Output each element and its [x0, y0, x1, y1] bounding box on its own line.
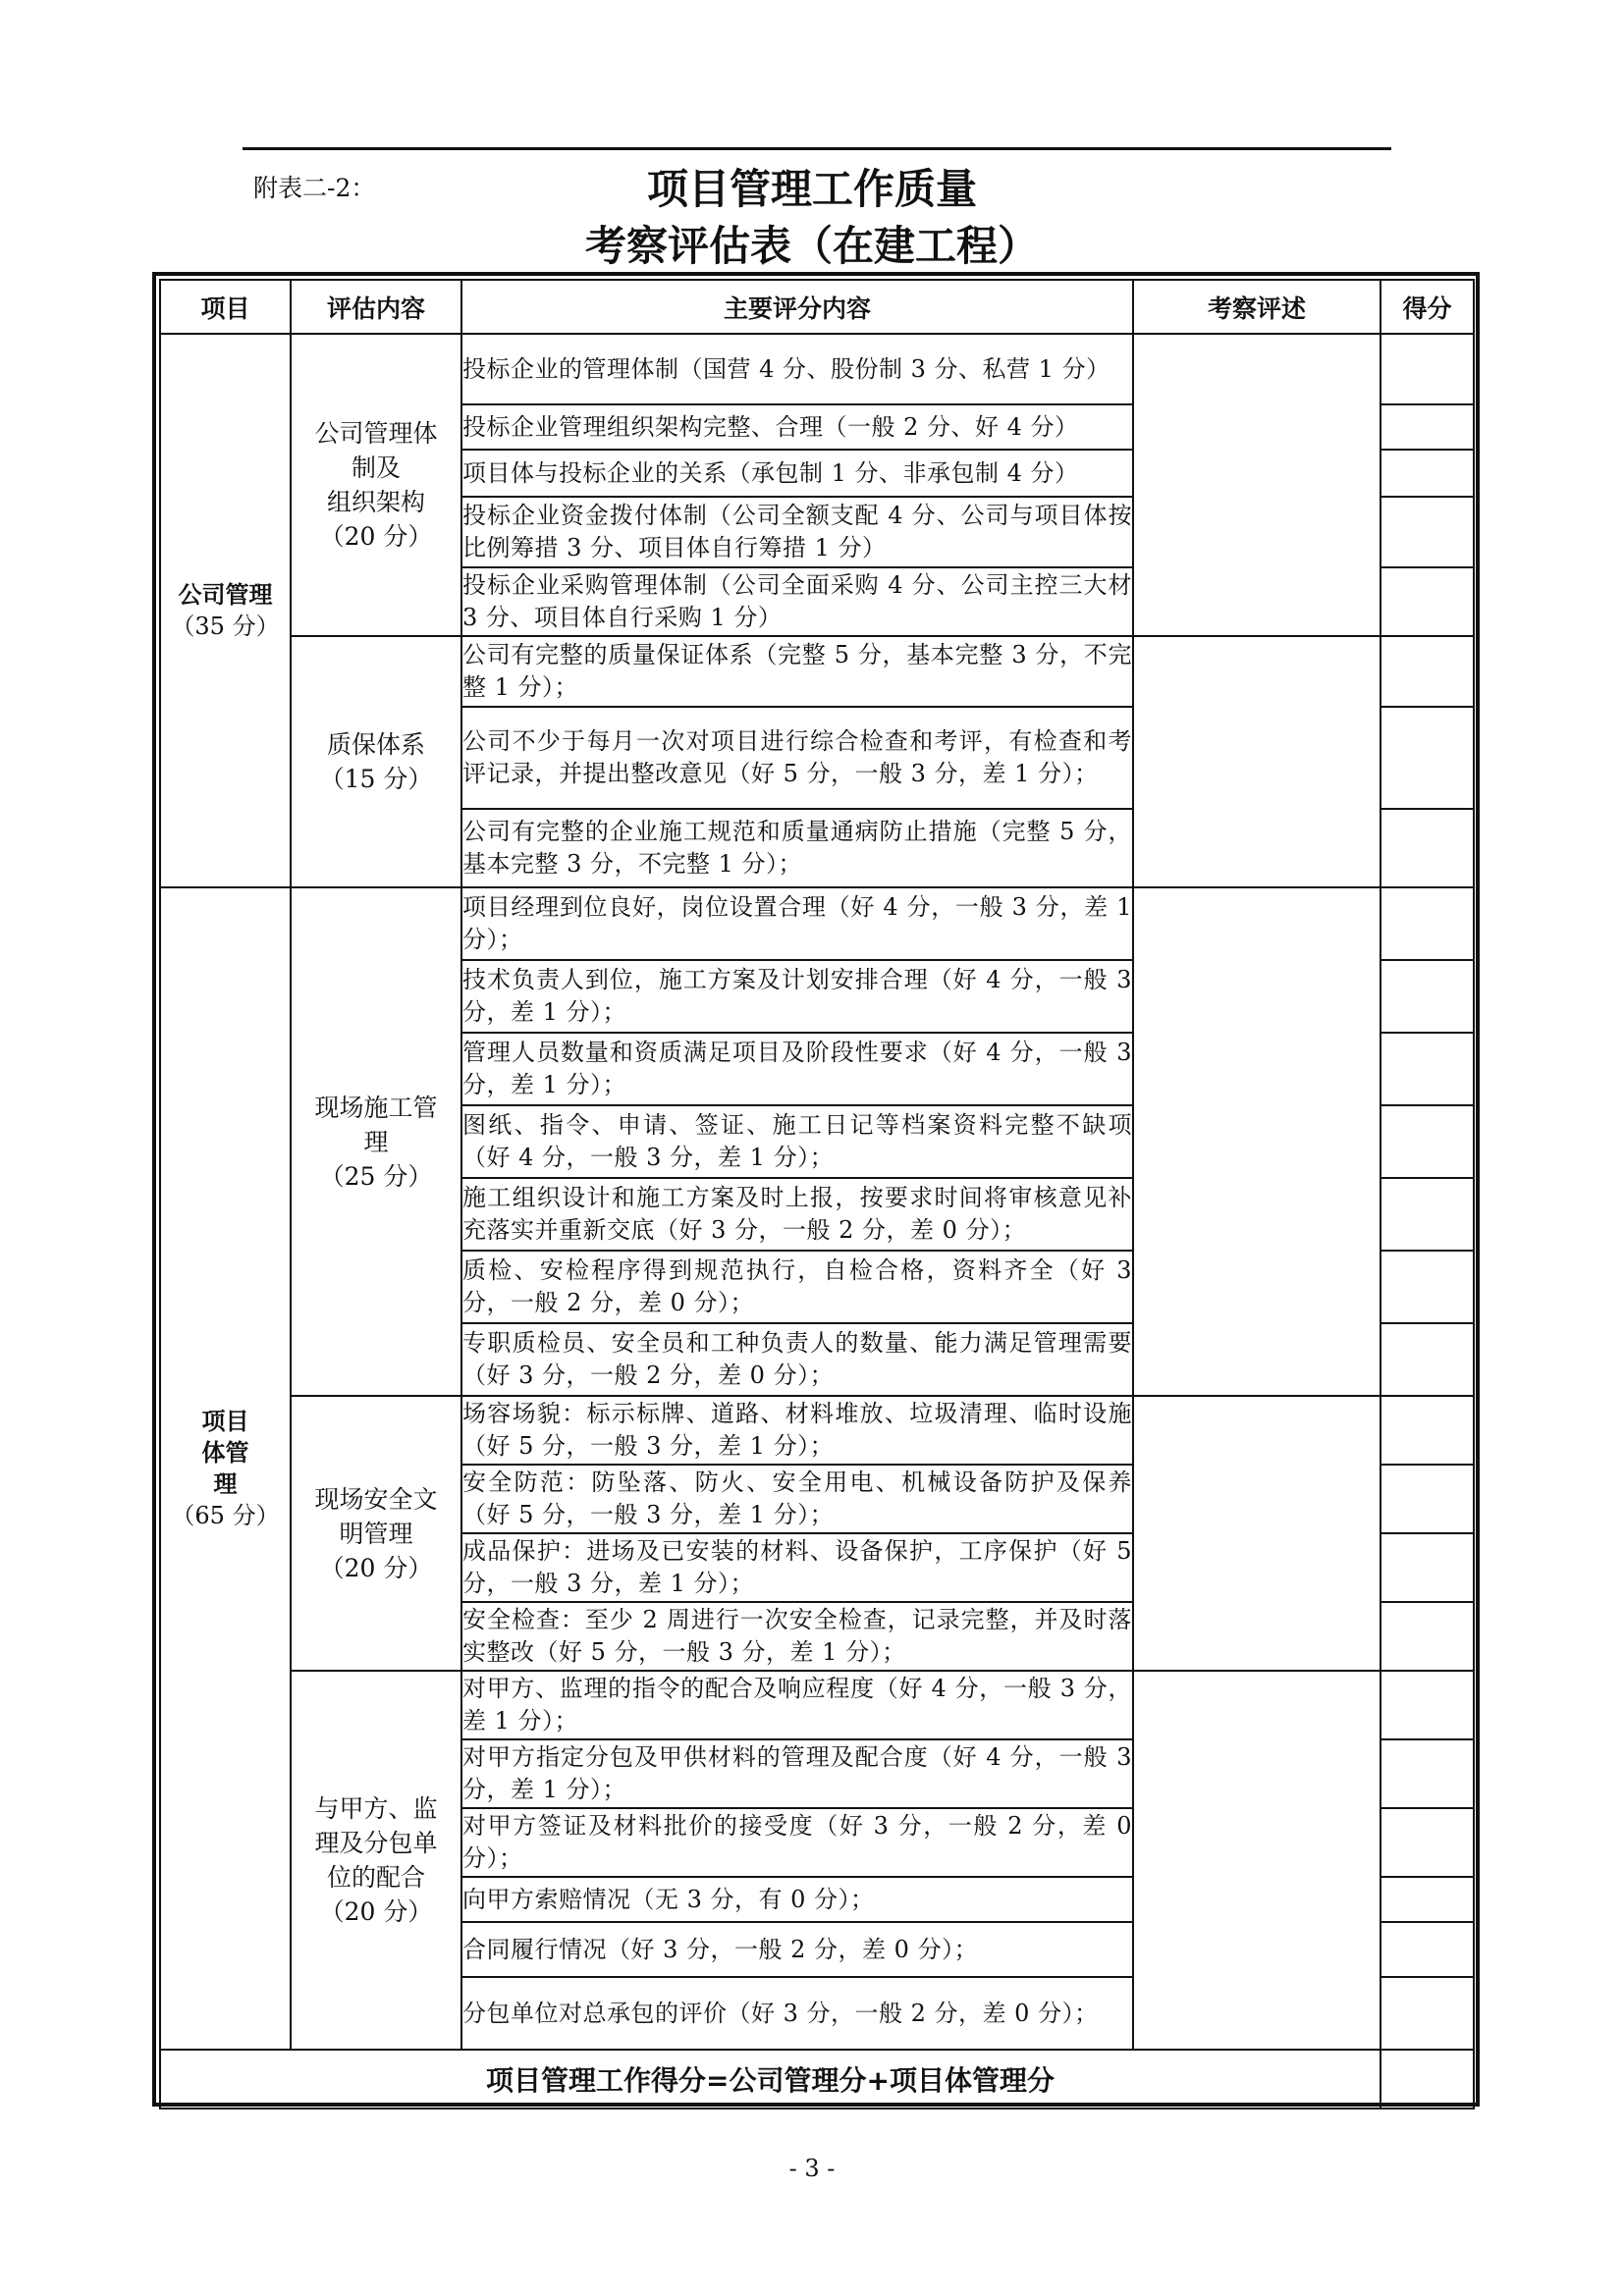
page-title-line1: 项目管理工作质量	[646, 165, 977, 213]
score-cell[interactable]	[1380, 1533, 1474, 1602]
appendix-label: 附表二-2：	[253, 174, 376, 202]
table-row	[160, 334, 1474, 404]
score-cell[interactable]	[1380, 1739, 1474, 1808]
assessment-name-line: 现场施工管	[314, 1093, 438, 1122]
assessment-score: （20 分）	[319, 522, 433, 551]
criteria-cell: 对甲方签证及材料批价的接受度（好 3 分，一般 2 分，差 0 分）；	[461, 1808, 1133, 1877]
criteria-cell: 成品保护：进场及已安装的材料、设备保护，工序保护（好 5 分，一般 3 分，差 1 分）；	[461, 1533, 1133, 1602]
assessment-name-line: 理	[363, 1127, 389, 1156]
assessment-name-line: 理及分包单	[314, 1829, 438, 1857]
criteria-cell: 图纸、指令、申请、签证、施工日记等档案资料完整不缺项（好 4 分，一般 3 分，差 1 分）；	[461, 1105, 1133, 1178]
score-cell[interactable]	[1380, 1396, 1474, 1465]
review-cell[interactable]	[1133, 334, 1380, 636]
review-cell[interactable]	[1133, 887, 1380, 1396]
assessment-name-line: 公司管理体	[314, 419, 438, 448]
assessment-cell	[291, 1396, 461, 1671]
project-score: （35 分）	[171, 613, 280, 640]
criteria-cell: 投标企业资金拨付体制（公司全额支配 4 分、公司与项目体按比例筹措 3 分、项目体自行筹措 1 分）	[461, 497, 1133, 567]
score-cell[interactable]	[1380, 636, 1474, 707]
score-cell[interactable]	[1380, 450, 1474, 497]
assessment-name-line: 现场安全文	[314, 1484, 438, 1514]
total-score-cell[interactable]	[1380, 2050, 1474, 2109]
criteria-cell: 投标企业的管理体制（国营 4 分、股份制 3 分、私营 1 分）	[461, 334, 1133, 404]
score-cell[interactable]	[1380, 1877, 1474, 1922]
column-header-score: 得分	[1380, 280, 1474, 334]
review-cell[interactable]	[1133, 1396, 1380, 1671]
assessment-name-line: 组织架构	[326, 488, 425, 516]
review-cell[interactable]	[1133, 636, 1380, 887]
evaluation-table	[159, 279, 1475, 2109]
assessment-name-line: 明管理	[339, 1519, 413, 1548]
assessment-name-line: 与甲方、监	[314, 1794, 438, 1823]
criteria-cell: 公司不少于每月一次对项目进行综合检查和考评，有检查和考评记录，并提出整改意见（好 5 分，一般 3 分，差 1 分）；	[461, 707, 1133, 809]
table-row	[160, 636, 1474, 707]
score-cell[interactable]	[1380, 1977, 1474, 2050]
criteria-cell: 投标企业采购管理体制（公司全面采购 4 分、公司主控三大材 3 分、项目体自行采购 1 分）	[461, 567, 1133, 636]
assessment-name-line: 质保体系	[326, 730, 425, 759]
score-cell[interactable]	[1380, 1465, 1474, 1533]
page-number: - 3 -	[788, 2155, 836, 2182]
score-cell[interactable]	[1380, 887, 1474, 960]
criteria-cell: 安全检查：至少 2 周进行一次安全检查，记录完整，并及时落实整改（好 5 分，一般 3 分，差 1 分）；	[461, 1602, 1133, 1671]
total-row	[160, 2050, 1474, 2109]
table-row	[160, 1396, 1474, 1465]
assessment-name-line: 制及	[351, 454, 401, 482]
criteria-cell: 对甲方指定分包及甲供材料的管理及配合度（好 4 分，一般 3 分，差 1 分）；	[461, 1739, 1133, 1808]
assessment-cell	[291, 1671, 461, 2050]
criteria-cell: 项目体与投标企业的关系（承包制 1 分、非承包制 4 分）	[461, 450, 1133, 497]
assessment-score: （20 分）	[319, 1553, 433, 1582]
assessment-cell	[291, 334, 461, 636]
score-cell[interactable]	[1380, 334, 1474, 404]
criteria-cell: 质检、安检程序得到规范执行，自检合格，资料齐全（好 3 分，一般 2 分，差 0 分）；	[461, 1251, 1133, 1323]
score-cell[interactable]	[1380, 707, 1474, 809]
criteria-cell: 专职质检员、安全员和工种负责人的数量、能力满足管理需要（好 3 分，一般 2 分，差 0 分）；	[461, 1323, 1133, 1396]
score-cell[interactable]	[1380, 1671, 1474, 1739]
score-cell[interactable]	[1380, 567, 1474, 636]
criteria-cell: 管理人员数量和资质满足项目及阶段性要求（好 4 分，一般 3 分，差 1 分）；	[461, 1033, 1133, 1105]
table-row	[160, 887, 1474, 960]
column-header-review: 考察评述	[1133, 280, 1380, 334]
assessment-cell	[291, 887, 461, 1396]
score-cell[interactable]	[1380, 404, 1474, 450]
criteria-cell: 对甲方、监理的指令的配合及响应程度（好 4 分，一般 3 分，差 1 分）；	[461, 1671, 1133, 1739]
project-name: 公司管理	[178, 581, 273, 609]
score-cell[interactable]	[1380, 1323, 1474, 1396]
project-cell	[160, 887, 291, 2050]
criteria-cell: 技术负责人到位，施工方案及计划安排合理（好 4 分，一般 3 分，差 1 分）；	[461, 960, 1133, 1033]
assessment-score: （15 分）	[319, 765, 433, 793]
review-cell[interactable]	[1133, 1671, 1380, 2050]
criteria-cell: 合同履行情况（好 3 分，一般 2 分，差 0 分）；	[461, 1922, 1133, 1977]
criteria-cell: 安全防范：防坠落、防火、安全用电、机械设备防护及保养（好 5 分，一般 3 分，差 1 分）；	[461, 1465, 1133, 1533]
table-row	[160, 1671, 1474, 1739]
score-cell[interactable]	[1380, 1105, 1474, 1178]
project-score: （65 分）	[171, 1502, 280, 1529]
criteria-cell: 分包单位对总承包的评价（好 3 分，一般 2 分，差 0 分）；	[461, 1977, 1133, 2050]
score-cell[interactable]	[1380, 1922, 1474, 1977]
assessment-name-line: 位的配合	[326, 1863, 425, 1892]
criteria-cell: 公司有完整的企业施工规范和质量通病防止措施（完整 5 分，基本完整 3 分，不完整 1 分）；	[461, 809, 1133, 887]
assessment-score: （25 分）	[319, 1161, 433, 1191]
assessment-cell	[291, 636, 461, 887]
score-cell[interactable]	[1380, 1178, 1474, 1251]
criteria-cell: 项目经理到位良好，岗位设置合理（好 4 分，一般 3 分，差 1 分）；	[461, 887, 1133, 960]
criteria-cell: 场容场貌：标示标牌、道路、材料堆放、垃圾清理、临时设施（好 5 分，一般 3 分，差 1 分）；	[461, 1396, 1133, 1465]
header-rule	[243, 147, 1391, 150]
project-name: 项目体管理	[201, 1408, 249, 1498]
project-cell	[160, 334, 291, 887]
criteria-cell: 施工组织设计和施工方案及时上报，按要求时间将审核意见补充落实并重新交底（好 3 分，一般 2 分，差 0 分）；	[461, 1178, 1133, 1251]
column-header-project: 项目	[160, 280, 291, 334]
score-cell[interactable]	[1380, 809, 1474, 887]
header-row	[160, 280, 1474, 334]
score-cell[interactable]	[1380, 497, 1474, 567]
criteria-cell: 投标企业管理组织架构完整、合理（一般 2 分、好 4 分）	[461, 404, 1133, 450]
score-cell[interactable]	[1380, 1033, 1474, 1105]
assessment-score: （20 分）	[319, 1897, 433, 1926]
column-header-criteria: 主要评分内容	[461, 280, 1133, 334]
total-formula: 项目管理工作得分=公司管理分+项目体管理分	[160, 2050, 1380, 2109]
column-header-assessment: 评估内容	[291, 280, 461, 334]
score-cell[interactable]	[1380, 1602, 1474, 1671]
criteria-cell: 向甲方索赔情况（无 3 分，有 0 分）；	[461, 1877, 1133, 1922]
page-title-line2: 考察评估表（在建工程）	[584, 222, 1039, 270]
score-cell[interactable]	[1380, 1251, 1474, 1323]
criteria-cell: 公司有完整的质量保证体系（完整 5 分，基本完整 3 分，不完整 1 分）；	[461, 636, 1133, 707]
score-cell[interactable]	[1380, 1808, 1474, 1877]
score-cell[interactable]	[1380, 960, 1474, 1033]
